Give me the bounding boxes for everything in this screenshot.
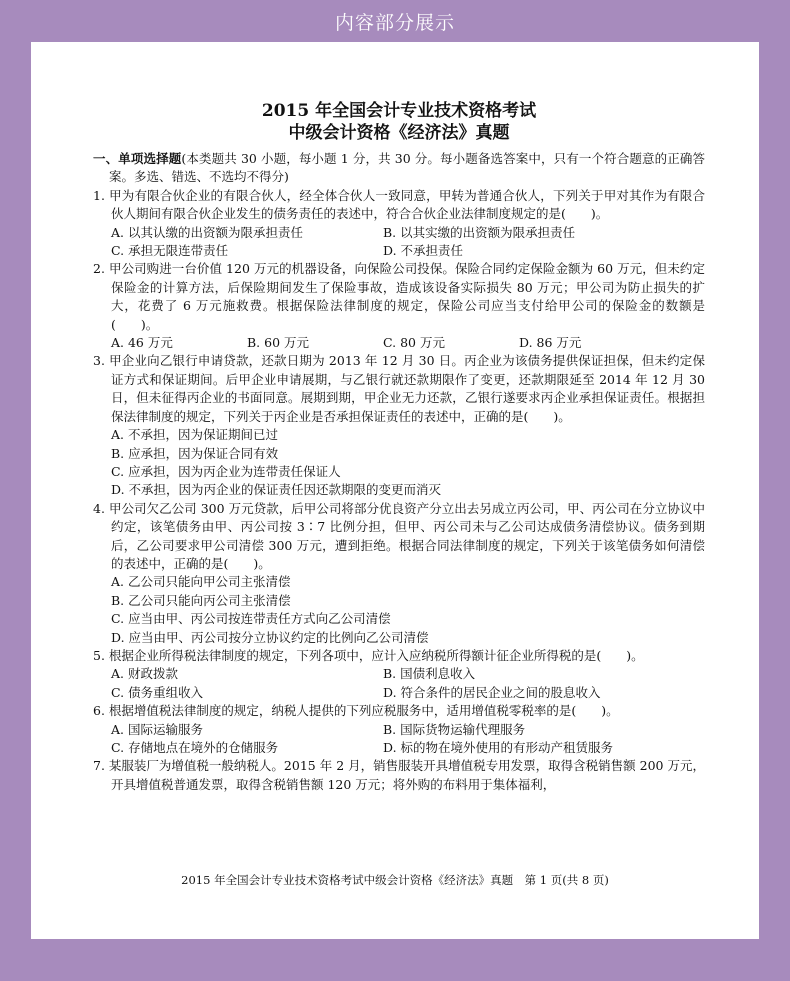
question-3-stem: 3. 甲企业向乙银行申请贷款，还款日期为 2013 年 12 月 30 日。丙企业为该债务提供保证担保，但未约定保证方式和保证期间。后甲企业申请展期，与乙银行就还款期限作了变更，还款期限延至 2014 年 12 月 30 日，但未征得丙企业的书面同意。展期到期，甲企业无力还款，乙银行遂要求丙企业承担保证责任。根据担保法律制度的规定，下列关于丙企业是否承担保证责任的表述中，正确的是( )。 — [93, 353, 705, 424]
option-d: D. 标的物在境外使用的有形动产租赁服务 — [383, 740, 614, 755]
question-4-stem: 4. 甲公司欠乙公司 300 万元贷款，后甲公司将部分优良资产分立出去另成立丙公司，甲、丙公司在分立协议中约定，该笔债务由甲、丙公司按 3∶7 比例分担，但甲、丙公司未与乙公司达成债务清偿协议。债务到期后，乙公司要求甲公司清偿 300 万元，遭到拒绝。根据合同法律制度的规定，下列关于该笔债务如何清偿的表述中，正确的是( )。 — [93, 500, 705, 571]
option-b: B. 以其实缴的出资额为限承担责任 — [383, 224, 576, 240]
question-5-stem: 5. 根据企业所得税法律制度的规定，下列各项中，应计入应纳税所得额计征企业所得税的是( )。 — [93, 647, 644, 663]
section-label: 一、单项选择题 — [93, 151, 182, 166]
exam-content — [93, 100, 705, 794]
option-d: D. 应当由甲、丙公司按分立协议约定的比例向乙公司清偿 — [111, 629, 429, 645]
question-1-options-row1 — [93, 224, 705, 242]
option-b: B. 60 万元 — [247, 335, 310, 351]
question-6-options-row2 — [93, 739, 705, 757]
option-c: C. 存储地点在境外的仓储服务 — [111, 740, 279, 755]
section-heading — [93, 150, 705, 187]
question-1-stem: 1. 甲为有限合伙企业的有限合伙人，经全体合伙人一致同意，甲转为普通合伙人，下列关于甲对其作为有限合伙人期间有限合伙企业发生的债务责任的表述中，符合合伙企业法律制度规定的是( )。 — [93, 187, 705, 222]
question-5-options-row1 — [93, 665, 705, 683]
option-b: B. 乙公司只能向丙公司主张清偿 — [111, 592, 291, 608]
option-b: B. 应承担，因为保证合同有效 — [111, 445, 279, 461]
option-b: B. 国债利息收入 — [383, 666, 476, 682]
question-1-options-row2 — [93, 242, 705, 260]
option-c: C. 债务重组收入 — [111, 684, 204, 700]
option-b: B. 国际货物运输代理服务 — [383, 721, 526, 737]
option-c: C. 应承担，因为丙企业为连带责任保证人 — [111, 463, 341, 479]
question-6-stem: 6. 根据增值税法律制度的规定，纳税人提供的下列应税服务中，适用增值税零税率的是( )。 — [93, 703, 619, 719]
section-instructions: (本类题共 30 小题，每小题 1 分，共 30 分。每小题备选答案中，只有一个符合题意的正确答案。多选、错选、不选均不得分) — [109, 151, 705, 185]
page-footer: 2015 年全国会计专业技术资格考试中级会计资格《经济法》真题 第 1 页(共 8 页) — [181, 873, 609, 887]
option-a: A. 以其认缴的出资额为限承担责任 — [111, 224, 303, 240]
option-a: A. 46 万元 — [111, 335, 173, 351]
document-page — [31, 42, 759, 939]
question-2-options — [93, 334, 705, 352]
exam-title: 2015 年全国会计专业技术资格考试 — [261, 101, 537, 121]
option-d: D. 符合条件的居民企业之间的股息收入 — [383, 684, 601, 700]
option-c: C. 应当由甲、丙公司按连带责任方式向乙公司清偿 — [111, 611, 391, 627]
question-2-stem: 2. 甲公司购进一台价值 120 万元的机器设备，向保险公司投保。保险合同约定保险金额为 60 万元，但未约定保险金的计算方法，后保险期间发生了保险事故，造成该设备实际损失 80 万元；甲公司为防止损失的扩大，花费了 6 万元施救费。根据保险法律制度的规定，保险公司应当支付给甲公司的保险金的数额是( )。 — [93, 261, 705, 332]
option-d: D. 不承担责任 — [383, 243, 464, 259]
question-5-options-row2 — [93, 684, 705, 702]
option-d: D. 86 万元 — [519, 335, 582, 351]
option-a: A. 国际运输服务 — [111, 721, 203, 737]
option-d: D. 不承担，因为丙企业的保证责任因还款期限的变更而消灭 — [111, 482, 442, 498]
option-c: C. 承担无限连带责任 — [111, 243, 229, 259]
option-a: A. 乙公司只能向甲公司主张清偿 — [111, 574, 291, 590]
preview-banner: 内容部分展示 — [334, 11, 455, 34]
option-c: C. 80 万元 — [383, 335, 445, 351]
exam-subtitle: 中级会计资格《经济法》真题 — [288, 123, 510, 143]
question-6-options-row1 — [93, 721, 705, 739]
option-a: A. 不承担，因为保证期间已过 — [111, 427, 278, 443]
question-7-stem: 7. 某服装厂为增值税一般纳税人。2015 年 2 月，销售服装开具增值税专用发票，取得含税销售额 200 万元，开具增值税普通发票，取得含税销售额 120 万元；将外购的布料用于集体福利， — [93, 758, 705, 792]
option-a: A. 财政拨款 — [111, 666, 178, 682]
